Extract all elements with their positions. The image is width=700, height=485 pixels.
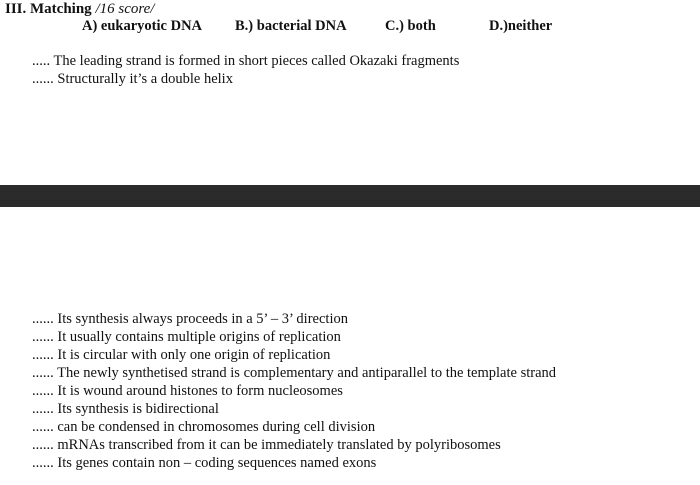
answer-blank[interactable]: ...... (32, 71, 54, 87)
statement-item (32, 382, 343, 400)
statement-text: Its genes contain non – coding sequences named exons (57, 455, 377, 471)
answer-blank[interactable]: ...... (32, 311, 54, 327)
answer-options-row (0, 17, 700, 35)
redaction-bar (0, 185, 700, 207)
statement-item (32, 364, 556, 382)
statement-item (32, 328, 341, 346)
statement-text: mRNAs transcribed from it can be immediately translated by polyribosomes (57, 437, 501, 453)
statement-text: It is wound around histones to form nucleosomes (57, 383, 343, 399)
score-label: /16 score/ (95, 1, 155, 17)
statement-text: It is circular with only one origin of replication (57, 347, 331, 363)
answer-blank[interactable]: ...... (32, 347, 54, 363)
answer-blank[interactable]: ...... (32, 401, 54, 417)
answer-blank[interactable]: ..... (32, 53, 51, 69)
section-title (5, 0, 154, 18)
statement-text: Its synthesis always proceeds in a 5’ – 3’ direction (57, 311, 348, 327)
statement-text: can be condensed in chromosomes during cell division (57, 419, 376, 435)
answer-blank[interactable]: ...... (32, 329, 54, 345)
option-a: A) eukaryotic DNA (82, 18, 203, 34)
statement-item (32, 310, 348, 328)
statement-item (32, 454, 376, 472)
statement-item (32, 70, 233, 88)
answer-blank[interactable]: ...... (32, 437, 54, 453)
option-b: B.) bacterial DNA (235, 18, 347, 34)
option-c: C.) both (385, 18, 436, 34)
statement-text: The newly synthetised strand is complementary and antiparallel to the template strand (57, 365, 557, 381)
statement-item (32, 400, 219, 418)
statement-item (32, 436, 501, 454)
option-d: D.)neither (489, 18, 553, 34)
statement-item (32, 346, 330, 364)
answer-blank[interactable]: ...... (32, 419, 54, 435)
answer-blank[interactable]: ...... (32, 455, 54, 471)
statement-item (32, 418, 375, 436)
statement-text: It usually contains multiple origins of replication (57, 329, 341, 345)
statement-text: The leading strand is formed in short pieces called Okazaki fragments (53, 53, 460, 69)
statement-item (32, 52, 459, 70)
statement-text: Structurally it’s a double helix (57, 71, 233, 87)
answer-blank[interactable]: ...... (32, 365, 54, 381)
statement-text: Its synthesis is bidirectional (57, 401, 219, 417)
section-heading: III. Matching (5, 1, 92, 17)
answer-blank[interactable]: ...... (32, 383, 54, 399)
